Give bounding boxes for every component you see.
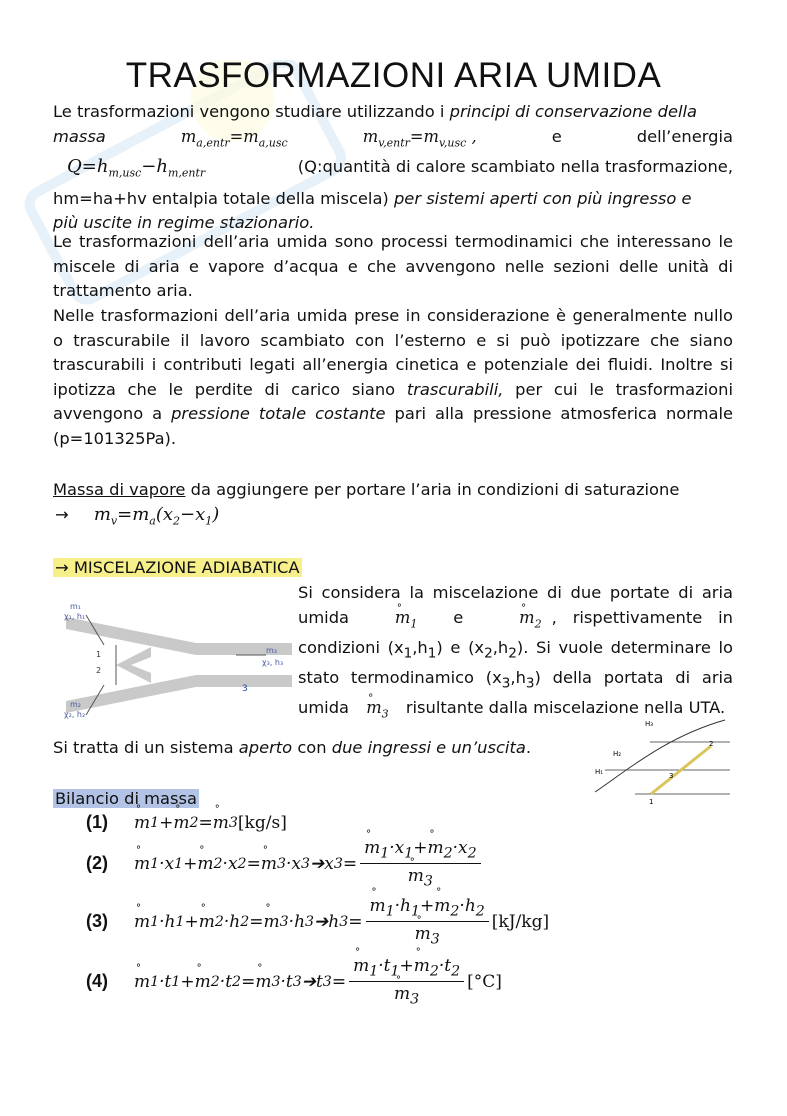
paragraph-uta: Le trasformazioni dell’aria umida sono processi termodinamici che interessano le miscele di aria e vapore d’acqua e che avvengono nelle sezioni delle unità di trattamento aria.	[53, 232, 733, 301]
intro-paragraph: Le trasformazioni vengono studiare utilizzando i principi di conservazione della massa $m_{a,entr}=m_{a,usc}$ $m_{v,entr}=m_{v,usc}$ , e dell’energia $Q=h_{m,usc}-h_{m,entr}$ (Q:quantità di calore scambiato nella trasformazione, hm=ha+hv entalpia totale della miscela) per sistemi aperti con più ingresso e più uscite in regime stazionario.	[53, 102, 733, 233]
svg-text:m₁: m₁	[70, 602, 81, 611]
svg-text:H₂: H₂	[613, 750, 622, 758]
svg-text:H₁: H₁	[595, 768, 604, 776]
svg-text:1: 1	[649, 798, 654, 806]
sistema-aperto-line: Si tratta di un sistema aperto con due ingressi e un’uscita.	[53, 738, 531, 757]
page-title: TRASFORMAZIONI ARIA UMIDA	[125, 56, 662, 95]
massa-vapore-line: Massa di vapore da aggiungere per portare l’aria in condizioni di saturazione → $m_v=m_a(x_2-x_1)$	[53, 480, 680, 528]
svg-text:χ₃, h₃: χ₃, h₃	[262, 658, 284, 667]
section-heading: → MISCELAZIONE ADIABATICA	[55, 558, 300, 577]
equation-2: (2) ° m 1 ·x 1 + ° m 2 ·x 2 = ° m 3 ·x 3 ➔x 3 = ° $m_1\cdot x_1+^\circ$ $m_2\cdot x_2$ ° $m_3$	[86, 838, 484, 890]
svg-text:χ₂, h₂: χ₂, h₂	[64, 710, 86, 719]
svg-text:3: 3	[242, 684, 248, 694]
svg-text:3: 3	[669, 772, 674, 780]
mixing-description: Si considera la miscelazione di due portate di aria umida ° $m_1$ e ° $m_2$ , rispettivamente in condizioni $(x_1,h_1)$ e $(x_2,h_2)$. Si vuole determinare lo stato termodinamico $(x_3,h_3)$ della portata di aria umida ° $m_3$ risultante dalla miscelazione nella UTA.	[298, 581, 733, 727]
equation-3: (3) ° m 1 ·h 1 + ° m 2 ·h 2 = ° m 3 ·h 3 ➔h 3 = ° $m_1\cdot h_1+^\circ$ $m_2\cdot h_2$ ° $m_3$ [kJ/kg]	[86, 896, 549, 948]
massa-vapore-link: Massa di vapore	[53, 480, 186, 499]
svg-text:2: 2	[96, 666, 102, 675]
svg-text:m₂: m₂	[70, 700, 81, 709]
svg-text:m₃: m₃	[266, 646, 277, 655]
bilancio-heading: Bilancio di massa	[55, 789, 197, 808]
svg-text:2: 2	[709, 740, 714, 748]
svg-text:1: 1	[96, 650, 102, 659]
equation-1: (1) ° m 1 + ° m 2 = ° m 3 [kg/s]	[86, 812, 287, 833]
mixing-diagram	[56, 595, 292, 725]
equation-4: (4) ° m 1 ·t 1 + ° m 2 ·t 2 = ° m 3 ·t 3 ➔t 3 = ° $m_1\cdot t_1+^\circ$ $m_2\cdot t_2$ ° $m_3$ [°C]	[86, 956, 502, 1008]
paragraph-ipotesi: Nelle trasformazioni dell’aria umida prese in considerazione è generalmente nullo o trascurabile il lavoro scambiato con l’esterno e si può ipotizzare che siano trascurabili i contributi legati all’energia cinetica e potenziale dei fluidi. Inoltre si ipotizza che le perdite di carico siano trascurabili, per cui le trasformazioni avvengono a pressione totale costante pari alla pressione atmosferica normale (p=101325Pa).	[53, 306, 734, 448]
svg-text:H₃: H₃	[645, 720, 654, 728]
svg-text:χ₁, h₁: χ₁, h₁	[64, 612, 86, 621]
